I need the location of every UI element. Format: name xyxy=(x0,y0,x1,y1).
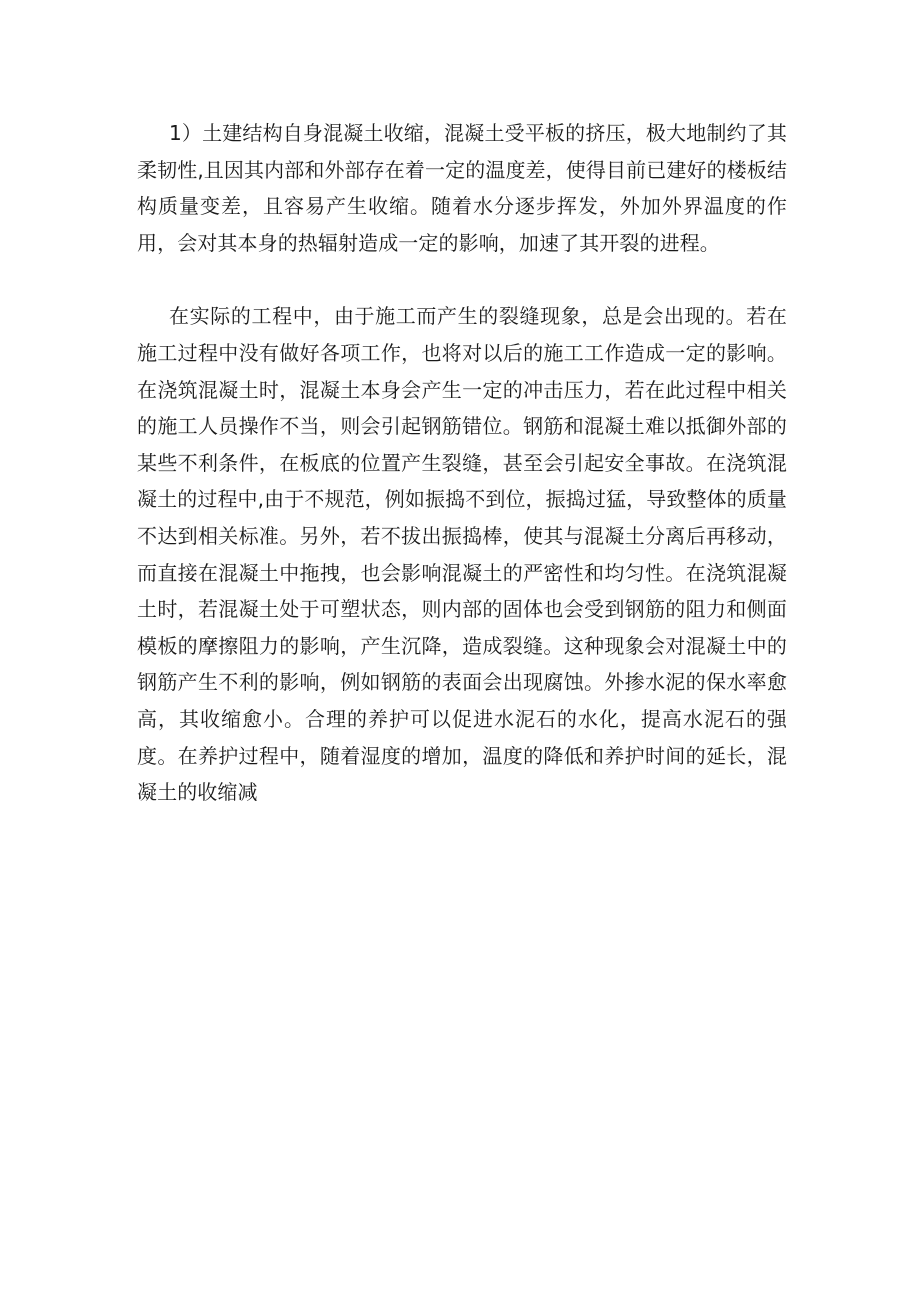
document-body xyxy=(137,115,787,811)
paragraph-concrete-shrinkage: 1）土建结构自身混凝土收缩，混凝土受平板的挤压，极大地制约了其柔韧性,且因其内部和外部存在着一定的温度差，使得目前已建好的楼板结构质量变差，且容易产生收缩。随着水分逐步挥发，外加外界温度的作用，会对其本身的热辐射造成一定的影响，加速了其开裂的进程。 xyxy=(137,121,787,255)
paragraph-construction-cracks: 在实际的工程中，由于施工而产生的裂缝现象，总是会出现的。若在施工过程中没有做好各项工作，也将对以后的施工工作造成一定的影响。在浇筑混凝土时，混凝土本身会产生一定的冲击压力，若在此过程中相关的施工人员操作不当，则会引起钢筋错位。钢筋和混凝土难以抵御外部的某些不利条件，在板底的位置产生裂缝，甚至会引起安全事故。在浇筑混凝土的过程中,由于不规范，例如振捣不到位，振捣过猛，导致整体的质量不达到相关标准。另外，若不拔出振捣棒，使其与混凝土分离后再移动，而直接在混凝土中拖拽，也会影响混凝土的严密性和均匀性。在浇筑混凝土时，若混凝土处于可塑状态，则内部的固体也会受到钢筋的阻力和侧面模板的摩擦阻力的影响，产生沉降，造成裂缝。这种现象会对混凝土中的钢筋产生不利的影响，例如钢筋的表面会出现腐蚀。外掺水泥的保水率愈高，其收缩愈小。合理的养护可以促进水泥石的水化，提高水泥石的强度。在养护过程中，随着湿度的增加，温度的降低和养护时间的延长，混凝土的收缩减 xyxy=(137,304,787,805)
